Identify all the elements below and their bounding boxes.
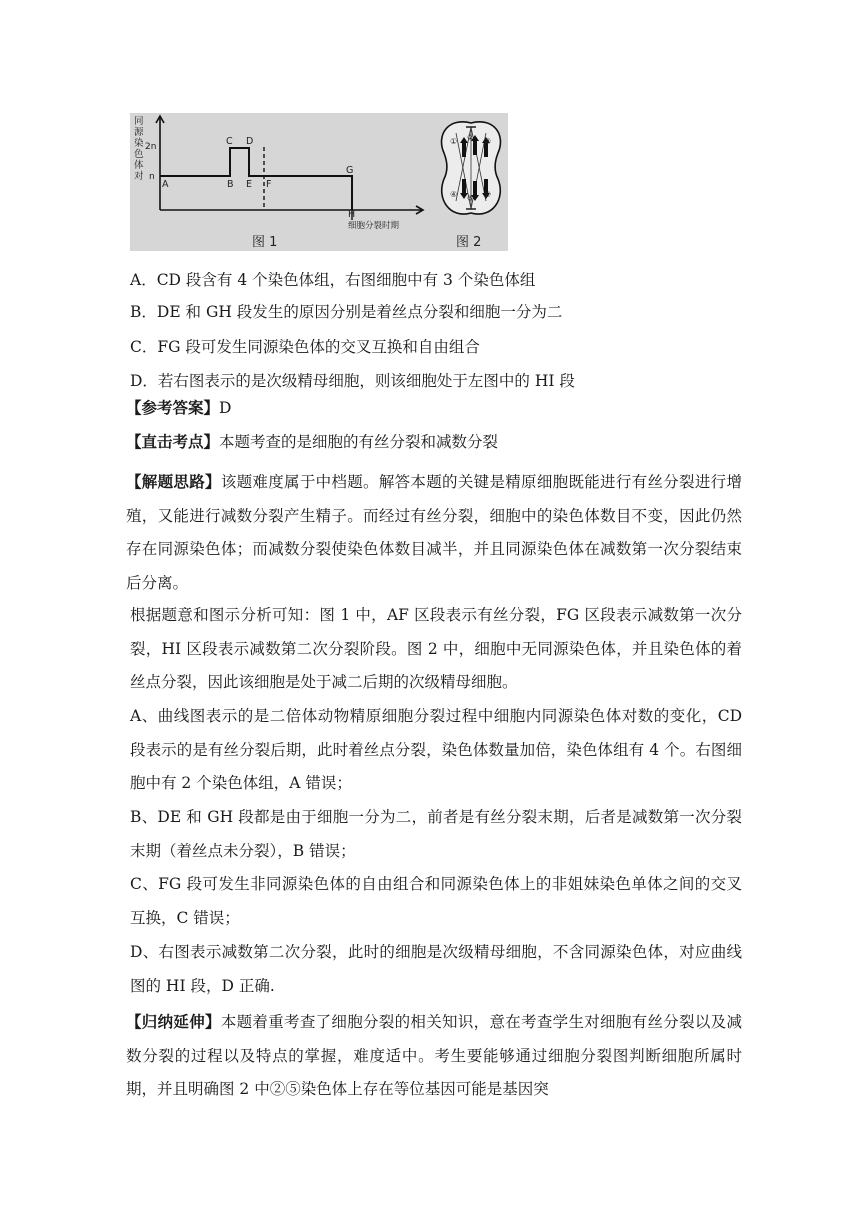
fig1-tick-2n: 2n [145,142,157,152]
fig1-axes [156,116,423,214]
fig1-tick-n: n [149,172,155,182]
analysis-text: 该题难度属于中档题。解答本题的关键是精原细胞既能进行有丝分裂进行增殖，又能进行减数分裂产生精子。而经过有丝分裂，细胞中的染色体数目不变，因此仍然存在同源染色体；而减数分裂使染色体数目减半，并且同源染色体在减数第一次分裂结束后分离。 [126,473,742,592]
answer-line [126,397,231,419]
fig2-caption: 图 2 [456,235,482,250]
option-d: D．若右图表示的是次级精母细胞，则该细胞处于左图中的 HI 段 [130,372,575,390]
explanation-d: D、右图表示减数第二次分裂，此时的细胞是次级精母细胞，不含同源染色体，对应曲线图的 HI 段，D 正确. [130,943,742,995]
explanation-a: A、曲线图表示的是二倍体动物精原细胞分裂过程中细胞内同源染色体对数的变化，CD 段表示的是有丝分裂后期，此时着丝点分裂，染色体数量加倍，染色体组有 4 个。右图细胞中有 2 个染色体组，A 错误； [130,707,742,792]
fig1-point-c: C [226,136,233,147]
analysis-label: 【解题思路】 [126,472,221,491]
fig1-curve [160,148,352,210]
answer-label: 【参考答案】 [126,398,220,417]
fig2-label-3: ③ [484,137,492,146]
explanation-b: B、DE 和 GH 段都是由于细胞一分为二，前者是有丝分裂末期，后者是减数第一次分裂末期（着丝点未分裂），B 错误； [130,808,742,860]
extension-paragraph [126,1005,742,1107]
option-a: A．CD 段含有 4 个染色体组，右图细胞中有 3 个染色体组 [130,271,536,289]
fig1-xlabel: 细胞分裂时期 [348,221,400,231]
fig1-point-g: G [346,165,354,176]
answer-value: D [219,399,232,417]
extension-text: 本题着重考查了细胞分裂的相关知识，意在考查学生对细胞有丝分裂以及减数分裂的过程以及特点的掌握，难度适中。考生要能够通过细胞分裂图判断细胞所属时期，并且明确图 2 中②⑤染色体上存在等位基因可能是基因突 [126,1013,742,1098]
fig1-ylabel: 同 源 染 色 体 对 [134,116,144,182]
fig2-label-1: ① [450,137,458,146]
option-b: B．DE 和 GH 段发生的原因分别是着丝点分裂和细胞一分为二 [130,303,563,321]
focus-line [126,431,498,453]
explanation-overview: 根据题意和图示分析可知：图 1 中，AF 区段表示有丝分裂，FG 区段表示减数第一次分裂，HI 区段表示减数第二次分裂阶段。图 2 中，细胞中无同源染色体，并且染色体的着丝点分裂，因此该细胞是处于减二后期的次级精母细胞。 [130,606,742,691]
explanation-c: C、FG 段可发生非同源染色体的自由组合和同源染色体上的非姐妹染色单体之间的交叉互换，C 错误； [130,875,742,927]
fig2-label-5: ⑤ [467,194,475,203]
figure-image [130,113,508,251]
fig1-point-a: A [162,179,169,190]
fig1-point-b: B [227,179,234,190]
figure-svg [130,113,508,251]
option-c: C．FG 段可发生同源染色体的交叉互换和自由组合 [130,338,480,356]
fig1-point-e: E [246,179,253,190]
fig2-label-2: ② [467,133,475,142]
focus-text: 本题考查的是细胞的有丝分裂和减数分裂 [219,433,499,451]
fig1-point-f: F [266,179,272,190]
fig1-caption: 图 1 [252,235,278,250]
fig2-label-4: ④ [450,190,458,199]
fig1-point-d: D [246,136,254,147]
fig2-label-6: ⑥ [484,190,492,199]
extension-label: 【归纳延伸】 [126,1012,221,1031]
fig1-point-h: H [348,209,356,220]
focus-label: 【直击考点】 [126,432,220,451]
analysis-paragraph [126,465,742,600]
